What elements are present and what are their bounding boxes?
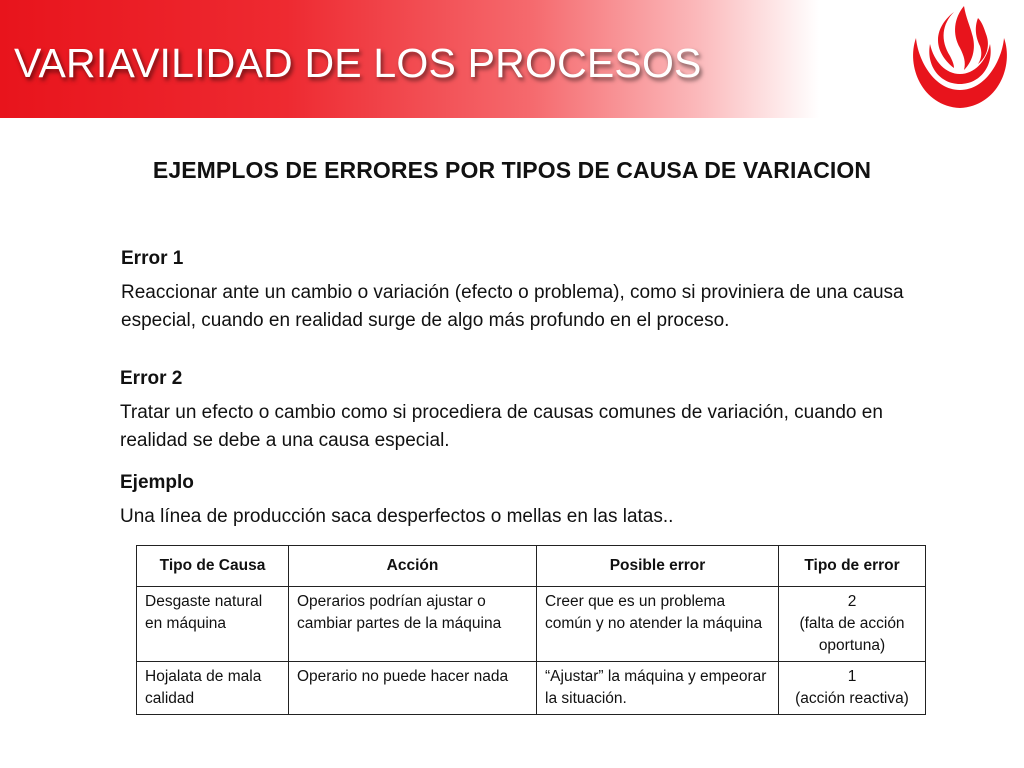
error-1-heading: Error 1: [121, 248, 184, 269]
example-text: Una línea de producción saca desperfectos o mellas en las latas..: [120, 506, 674, 527]
example-block: [120, 469, 920, 531]
tipo-error-description: (falta de acción oportuna): [799, 615, 905, 654]
cell-tipo-error: [779, 662, 926, 715]
column-header-accion: Acción: [289, 546, 537, 587]
cell-posible-error: Creer que es un problema común y no atender la máquina: [537, 587, 779, 662]
cell-tipo-error: [779, 587, 926, 662]
cell-posible-error: “Ajustar” la máquina y empeorar la situación.: [537, 662, 779, 715]
cell-tipo-causa: Hojalata de mala calidad: [137, 662, 289, 715]
error-2-block: [120, 365, 920, 455]
cell-accion: Operarios podrían ajustar o cambiar partes de la máquina: [289, 587, 537, 662]
table-header-row: [137, 546, 926, 587]
tipo-error-number: 1: [847, 668, 857, 685]
column-header-tipo-error: Tipo de error: [779, 546, 926, 587]
example-heading: Ejemplo: [120, 472, 194, 493]
slide-subtitle: EJEMPLOS DE ERRORES POR TIPOS DE CAUSA DE VARIACION: [152, 157, 872, 183]
error-2-heading: Error 2: [120, 368, 183, 389]
error-2-text: Tratar un efecto o cambio como si procediera de causas comunes de variación, cuando en realidad se debe a una causa especial.: [120, 402, 883, 451]
error-1-block: [121, 245, 921, 335]
table-row: [137, 662, 926, 715]
header-banner: [0, 0, 1024, 118]
column-header-posible-error: Posible error: [537, 546, 779, 587]
tipo-error-description: (acción reactiva): [795, 690, 909, 707]
cell-tipo-causa: Desgaste natural en máquina: [137, 587, 289, 662]
causes-table: [136, 545, 926, 715]
flame-logo-icon: [902, 4, 1018, 114]
column-header-tipo-causa: Tipo de Causa: [137, 546, 289, 587]
table-row: [137, 587, 926, 662]
cell-accion: Operario no puede hacer nada: [289, 662, 537, 715]
slide-title: VARIAVILIDAD DE LOS PROCESOS: [14, 40, 702, 86]
tipo-error-number: 2: [847, 593, 857, 610]
error-1-text: Reaccionar ante un cambio o variación (efecto o problema), como si proviniera de una causa especial, cuando en realidad surge de algo más profundo en el proceso.: [121, 282, 904, 331]
